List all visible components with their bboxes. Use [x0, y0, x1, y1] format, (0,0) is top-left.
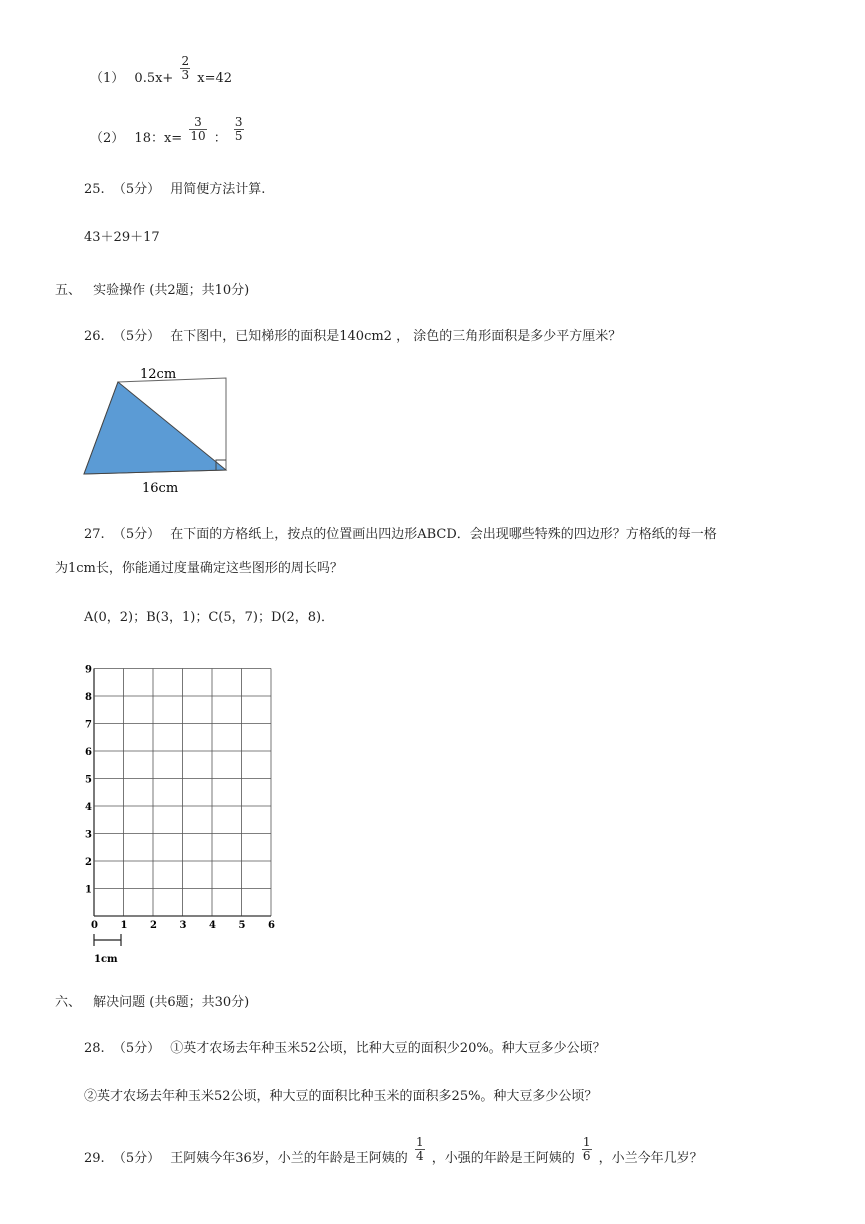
shaded-triangle: [84, 382, 226, 474]
q29-line: [84, 1135, 703, 1168]
q27-line2: 为1cm长，你能通过度量确定这些图形的周长吗？: [55, 561, 343, 576]
top-length-label: 12cm: [140, 367, 177, 382]
question-text: ①英才农场去年种玉米52公顷，比种大豆的面积少20%。种大豆多少公顷？: [170, 1041, 606, 1056]
q26-line: [84, 328, 621, 346]
question-text: 用简便方法计算.: [170, 182, 266, 197]
question-number: 27.: [84, 527, 105, 542]
equation-left: 0.5x+: [134, 71, 174, 86]
q28-line1: [84, 1040, 606, 1058]
fraction: [189, 116, 206, 143]
y-tick-label: 4: [85, 802, 92, 813]
q27-line1: [84, 526, 717, 544]
question-number: 29.: [84, 1151, 105, 1166]
numerator: 3: [189, 116, 206, 130]
score: （5分）: [112, 1151, 161, 1166]
x-tick-label: 2: [150, 920, 157, 931]
x-tick-label: 0: [91, 920, 98, 931]
fraction: [582, 1136, 592, 1163]
x-tick-label: 5: [238, 920, 246, 931]
y-tick-label: 9: [85, 664, 92, 676]
y-tick-label: 2: [85, 857, 92, 868]
part-label: （1）: [90, 71, 125, 86]
score: （5分）: [112, 527, 161, 542]
y-tick-label: 6: [85, 747, 92, 758]
x-tick-label: 4: [209, 920, 216, 931]
score: （5分）: [112, 1041, 161, 1056]
q24-part2: [90, 115, 247, 148]
q24-part1: [90, 54, 233, 88]
trapezoid-figure: [80, 360, 240, 500]
denominator: 10: [190, 129, 206, 143]
numerator: 1: [415, 1135, 424, 1149]
scale-bar: [94, 934, 121, 946]
grid-lines: [94, 669, 271, 917]
numerator: 1: [582, 1135, 591, 1149]
equation-left: 18：x=: [134, 131, 183, 146]
ratio-sep: ：: [213, 131, 227, 146]
x-tick-label: 3: [179, 920, 187, 931]
section-6-header: [55, 991, 249, 1010]
fraction: [180, 55, 190, 82]
x-tick-label: 1: [120, 920, 128, 931]
denominator: 6: [582, 1149, 591, 1163]
score: （5分）: [112, 182, 161, 197]
section-title: 解决问题 (共6题；共30分): [93, 995, 250, 1010]
score: （5分）: [112, 329, 161, 344]
fraction: [415, 1136, 425, 1163]
question-text: 在下面的方格纸上，按点的位置画出四边形ABCD．会出现哪些特殊的四边形？方格纸的每一格: [170, 527, 717, 542]
q27-points: A(0，2)；B(3，1)；C(5，7)；D(2，8)．: [84, 610, 335, 625]
y-tick-label: 1: [85, 884, 92, 896]
section-number: 五、: [55, 283, 82, 298]
fraction: [234, 116, 244, 143]
question-text: ，小兰今年几岁？: [598, 1151, 703, 1166]
bottom-length-label: 16cm: [142, 481, 179, 496]
section-number: 六、: [55, 995, 82, 1010]
x-tick-labels: [91, 920, 275, 931]
part-label: （2）: [90, 131, 125, 146]
numerator: 3: [234, 115, 243, 129]
section-5-header: [55, 279, 249, 298]
q25-line: [84, 181, 265, 199]
y-tick-label: 8: [85, 692, 92, 703]
question-number: 28.: [84, 1041, 105, 1056]
scale-bar-label: 1cm: [94, 954, 118, 965]
question-text: 在下图中，已知梯形的面积是140cm2 ， 涂色的三角形面积是多少平方厘米？: [170, 329, 622, 344]
question-text: ，小强的年龄是王阿姨的: [431, 1151, 575, 1166]
question-text: 王阿姨今年36岁，小兰的年龄是王阿姨的: [170, 1151, 408, 1166]
q28-line2: ②英才农场去年种玉米52公顷，种大豆的面积比种玉米的面积多25%。种大豆多少公顷？: [84, 1089, 598, 1104]
y-tick-label: 3: [85, 829, 92, 841]
question-number: 25.: [84, 182, 105, 197]
denominator: 3: [181, 68, 190, 82]
y-tick-labels: [85, 665, 92, 896]
y-tick-label: 5: [85, 774, 92, 786]
section-title: 实验操作 (共2题；共10分): [93, 283, 250, 298]
y-tick-label: 7: [85, 719, 92, 731]
q25-expression: 43＋29＋17: [84, 230, 160, 245]
denominator: 5: [234, 129, 243, 143]
grid-paper: [80, 650, 290, 970]
equation-right: x=42: [197, 71, 233, 86]
question-number: 26.: [84, 329, 105, 344]
numerator: 2: [181, 54, 190, 68]
x-tick-label: 6: [268, 920, 275, 931]
denominator: 4: [415, 1149, 424, 1163]
